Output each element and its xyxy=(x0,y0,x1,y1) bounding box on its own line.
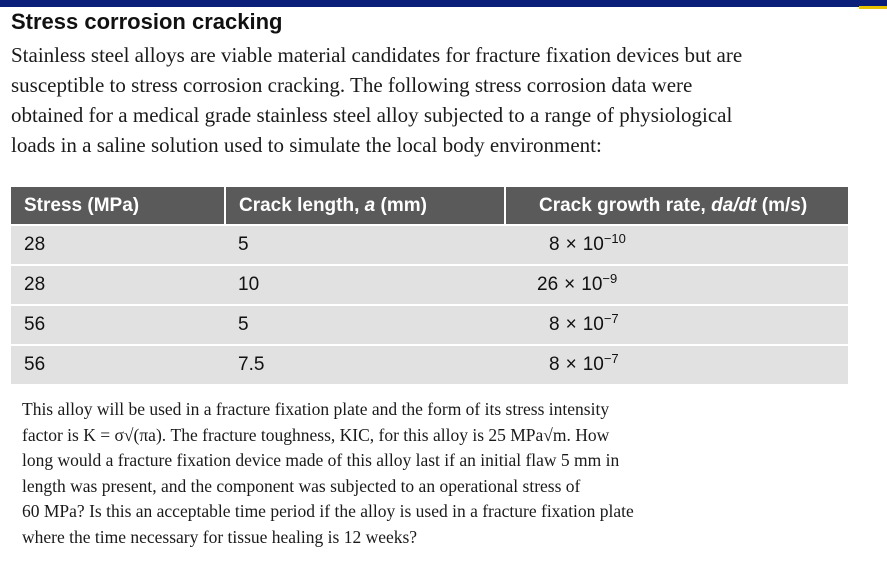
cell-rate: $8 \times 10^{-7}$ xyxy=(505,345,848,384)
intro-line: susceptible to stress corrosion cracking. The following stress corrosion data were xyxy=(11,73,693,97)
question-line: length was present, and the component was subjected to an operational stress of xyxy=(22,475,581,496)
header-accent xyxy=(859,6,887,9)
table-row xyxy=(11,305,848,345)
stress-corrosion-table xyxy=(11,187,848,384)
cell-stress: 28 xyxy=(11,225,225,265)
cell-rate: $8 \times 10^{-7}$ xyxy=(505,305,848,345)
cell-length: 5 xyxy=(225,225,505,265)
cell-stress: 56 xyxy=(11,305,225,345)
intro-line: loads in a saline solution used to simulate the local body environment: xyxy=(11,133,602,157)
header-stress: Stress (MPa) xyxy=(11,187,225,225)
intro-line: Stainless steel alloys are viable material candidates for fracture fixation devices but are xyxy=(11,43,743,67)
question-line: factor is K = σ√(πa). The fracture toughness, KIC, for this alloy is 25 MPa√m. How xyxy=(22,424,610,445)
cell-length: 5 xyxy=(225,305,505,345)
question-line: where the time necessary for tissue healing is 12 weeks? xyxy=(22,526,418,547)
question-line: long would a fracture fixation device made of this alloy last if an initial flaw 5 mm in xyxy=(22,450,620,470)
question-paragraph xyxy=(22,397,762,550)
cell-rate: $8 \times 10^{-10}$ xyxy=(505,225,848,265)
table-row xyxy=(11,265,848,305)
cell-stress: 56 xyxy=(11,345,225,384)
cell-length: 10 xyxy=(225,265,505,305)
question-line: 60 MPa? Is this an acceptable time period if the alloy is used in a fracture fixation plate xyxy=(22,501,634,521)
question-line: This alloy will be used in a fracture fixation plate and the form of its stress intensity xyxy=(22,399,610,419)
intro-paragraph xyxy=(11,40,871,160)
header-bar xyxy=(0,0,887,7)
intro-line: obtained for a medical grade stainless steel alloy subjected to a range of physiological xyxy=(11,103,733,127)
cell-stress: 28 xyxy=(11,265,225,305)
header-growth-rate: Crack growth rate, da/dt (m/s) xyxy=(505,187,848,225)
table-row xyxy=(11,225,848,265)
cell-length: 7.5 xyxy=(225,345,505,384)
page-title: Stress corrosion cracking xyxy=(11,9,283,34)
cell-rate: $26 \times 10^{-9}$ xyxy=(505,265,848,305)
table-row xyxy=(11,345,848,384)
table-header-row xyxy=(11,187,848,225)
header-crack-length: Crack length, a (mm) xyxy=(225,187,505,225)
